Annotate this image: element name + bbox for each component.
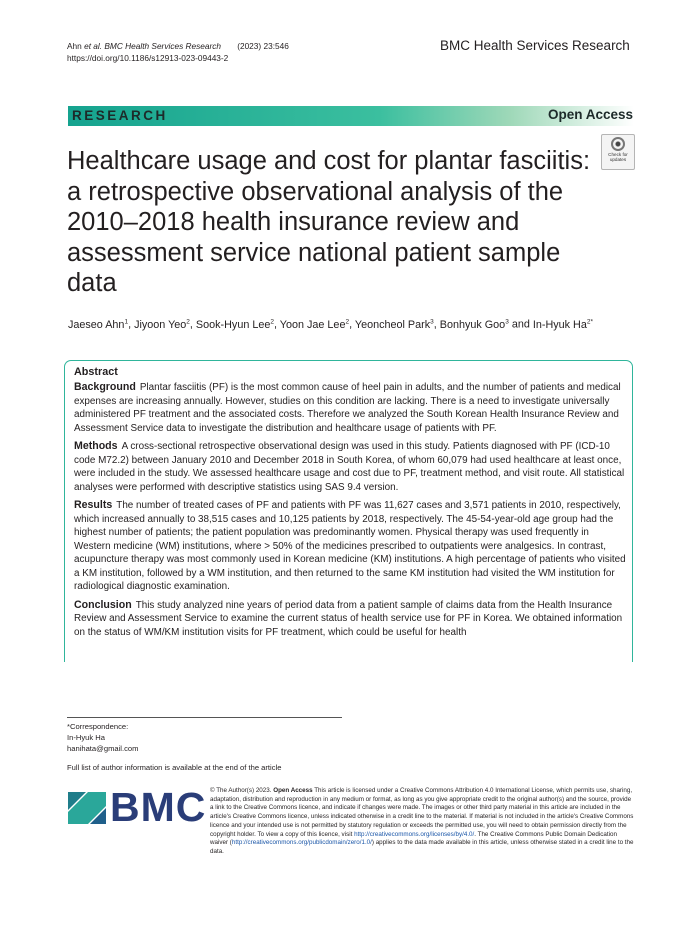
correspondence-label: *Correspondence: (67, 722, 129, 731)
open-access-label: Open Access (547, 107, 633, 122)
abstract-heading: Abstract (74, 366, 118, 378)
abstract-results (74, 499, 626, 594)
check-for-updates-icon (611, 137, 625, 151)
results-text: The number of treated cases of PF and patients with PF was 11,627 cases and 3,571 patients in 2010, respectively, which increased annually to 38,515 cases and 10,125 patients by 2018, respectively. The 45-54-year-old age group had the highest number of patients; the patient population was predominantly women. Physical therapy was used frequently in Western medicine (WM) institutions, where > 50% of the medicines prescribed to outpatients were analgesics. In contrast, acupuncture therapy was most commonly used in Korean medicine (KM) institutions. A high percentage of patients who visited a KM institution, followed by a WM institution, and then returned to the same KM institution had visited the WM institution for radiological diagnostic examination. (74, 500, 626, 592)
abstract-conclusion (74, 599, 626, 640)
results-label: Results (74, 499, 113, 511)
conclusion-label: Conclusion (74, 598, 132, 611)
check-for-updates-button[interactable] (601, 134, 635, 170)
abstract (74, 366, 626, 644)
footnotes (67, 721, 281, 773)
correspondence-email[interactable]: hanihata@gmail.com (67, 744, 139, 753)
author[interactable]: Jiyoon Yeo$^2$ (134, 318, 190, 331)
doi-link[interactable]: https://doi.org/10.1186/s12913-023-09443-2 (67, 53, 229, 63)
abstract-background (74, 381, 626, 435)
public-domain-link[interactable]: http://creativecommons.org/publicdomain/zero/1.0/ (231, 839, 372, 847)
article-type-label: RESEARCH (72, 108, 168, 123)
footnote-divider (67, 717, 342, 718)
bmc-logo-icon (68, 792, 106, 824)
check-for-updates-label: Check for updates (608, 152, 628, 162)
journal-name: BMC Health Services Research (440, 38, 630, 53)
citation-line (67, 40, 289, 52)
bmc-logo-text: BMC (110, 784, 207, 830)
correspondence-name: In-Hyuk Ha (67, 733, 105, 742)
methods-text: A cross-sectional retrospective observational design was used in this study. Patients diagnosed with PF (ICD-10 code M72.2) between January 2010 and December 2018 in South Korea, of whom 60,079 had used healthcare at least once, were included in the study. We assessed healthcare usage and cost due to PF, treatment method, and visit route. All statistical analyses were performed with descriptive statistics using SAS 9.4 version. (74, 441, 625, 493)
author-list: Jaeseo Ahn$^1$, Jiyoon Yeo$^2$, Sook-Hyun Lee$^2$, Yoon Jae Lee$^2$, Yeoncheol Park$^3$, Bonhyuk Goo$^3$ and In-Hyuk $Ha^{2*}$ (68, 318, 594, 331)
author[interactable]: Yoon Jae Lee$^2$ (279, 318, 350, 331)
citation-journal: BMC Health Services Research (102, 41, 222, 51)
methods-label: Methods (74, 440, 118, 452)
conclusion-text: This study analyzed nine years of period data from a patient sample of claims data from the Health Insurance Review and Assessment Service to examine the current status of health service use for PF in Korea. We obtained information on the status of WM/KM institution visits for PF treatment, which could be useful for health (74, 599, 623, 638)
author[interactable]: In-Hyuk $Ha^{2*}$ (532, 318, 594, 331)
background-text: Plantar fasciitis (PF) is the most common cause of heel pain in adults, and the number of patients and medical expenses are increasing annually. However, studies on this condition are lacking. There is a need to investigate universally administered PF treatment and the associated costs. Therefore we analyzed the South Korean Health Insurance Review and Assessment Service data to investigate the distribution and healthcare usage of patients with PF. (74, 382, 621, 434)
citation-etal: et al. (84, 41, 103, 51)
citation-year-pages: (2023) 23:546 (237, 41, 289, 51)
author-info-note: Full list of author information is available at the end of the article (67, 763, 282, 772)
license-text: © The Author(s) 2023. Open Access This article is licensed under a Creative Commons Attribution 4.0 International License, which permits use, sharing, adaptation, distribution and reproduction in any medium or format, as long as you give appropriate credit to the original author(s) and the source, provide a link to the Creative Commons licence, and indicate if changes were made. The images or other third party material in this article are included in the article's Creative Commons licence, unless indicated otherwise in a credit line to the material. If material is not included in the article's Creative Commons licence and your intended use is not permitted by statutory regulation or exceeds the permitted use, you will need to obtain permission directly from the copyright holder. To view a copy of this licence, visit http://creativecommons.org/licenses/by/4.0/. The Creative Commons Public Domain Dedication waiver (http://creativecommons.org/publicdomain/zero/1.0/) applies to the data made available in this article, unless otherwise stated in a credit line to the data. (210, 787, 634, 855)
abstract-methods (74, 440, 626, 494)
citation-authors: Ahn (67, 41, 85, 51)
background-label: Background (74, 381, 136, 393)
author[interactable]: Yeoncheol Park$^3$ (354, 318, 434, 331)
license-link[interactable]: http://creativecommons.org/licenses/by/4.0/ (354, 830, 475, 838)
article-title: Healthcare usage and cost for plantar fasciitis: a retrospective observational analysis of the 2010–2018 health insurance review and assessment service national patient sample data (67, 147, 591, 297)
author[interactable]: Jaeseo Ahn$^1$ (68, 318, 129, 331)
author[interactable]: Bonhyuk Goo$^3$ (439, 318, 509, 331)
license-open-access: Open Access (273, 787, 313, 794)
author[interactable]: Sook-Hyun Lee$^2$ (195, 318, 274, 331)
